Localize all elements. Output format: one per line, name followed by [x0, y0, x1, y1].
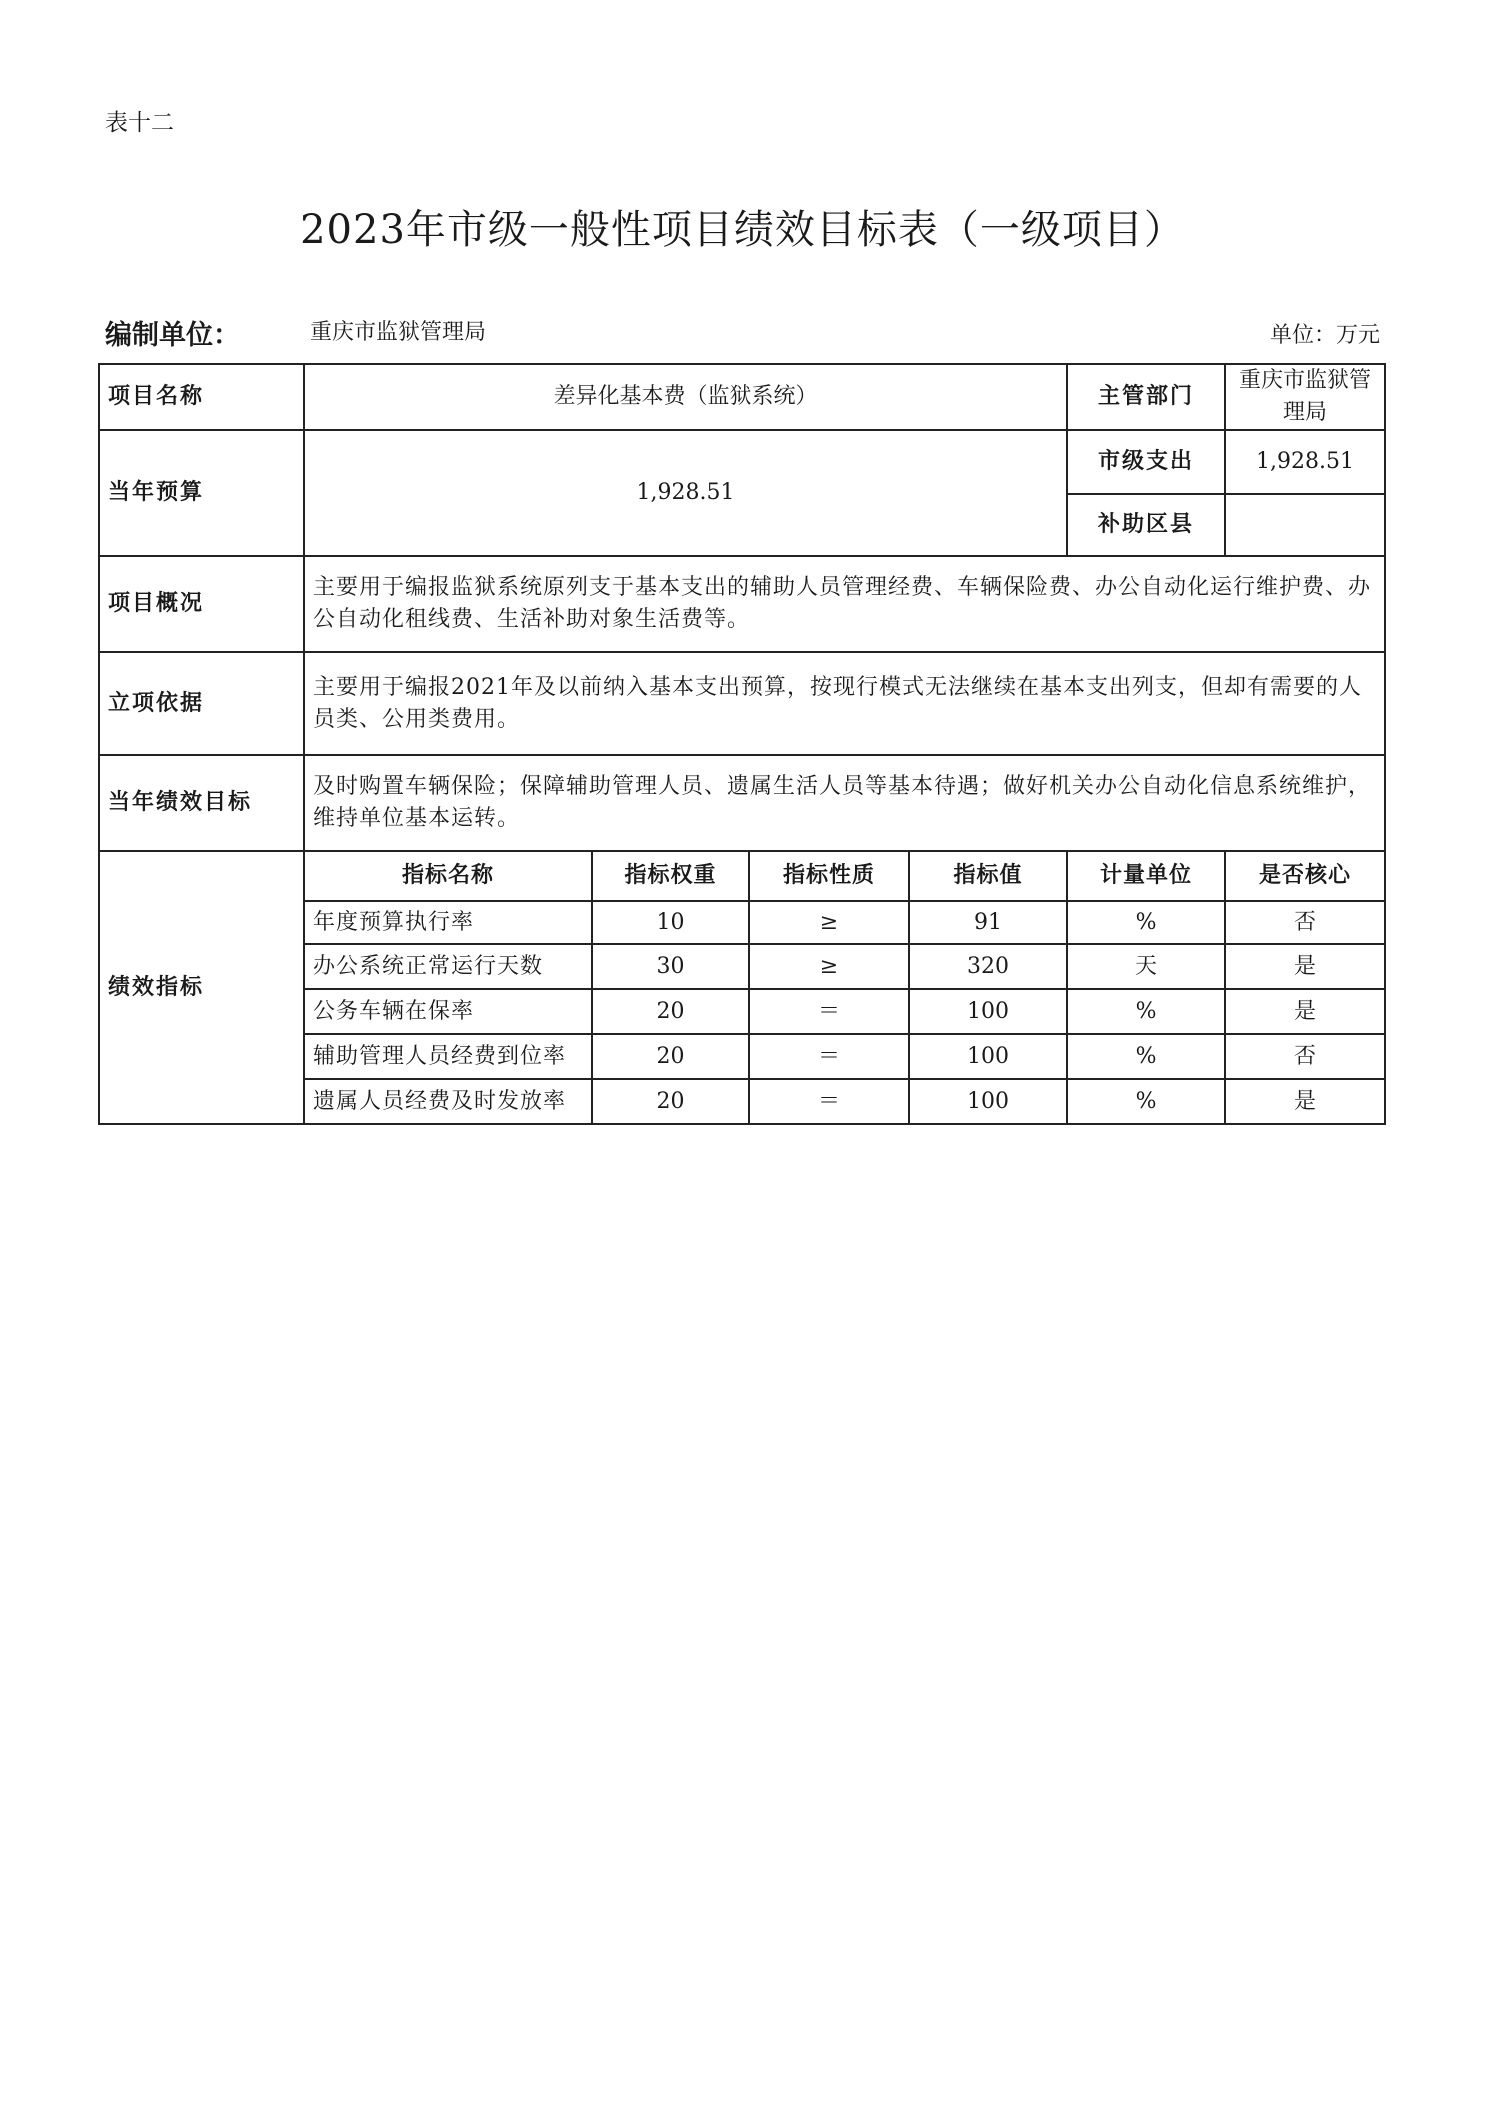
budget-label: 当年预算 [99, 430, 304, 556]
indicator-header: 指标名称 [304, 851, 592, 901]
dept-value: 重庆市监狱管理局 [1225, 364, 1385, 430]
indicator-unit: % [1067, 989, 1225, 1034]
project-name-label: 项目名称 [99, 364, 304, 430]
project-name-row [99, 364, 1385, 430]
compiling-unit-value: 重庆市监狱管理局 [310, 320, 487, 345]
overview-row [99, 556, 1385, 652]
basis-row [99, 652, 1385, 755]
indicator-nature: ≥ [749, 944, 909, 989]
indicator-weight: 20 [592, 1079, 749, 1124]
indicator-name: 年度预算执行率 [304, 901, 592, 944]
indicator-value: 320 [909, 944, 1067, 989]
indicator-weight: 30 [592, 944, 749, 989]
dept-label: 主管部门 [1067, 364, 1225, 430]
subsidy-label: 补助区县 [1067, 494, 1225, 556]
indicator-core: 否 [1225, 901, 1385, 944]
subsidy-value [1225, 494, 1385, 556]
indicator-name: 公务车辆在保率 [304, 989, 592, 1034]
indicator-unit: % [1067, 1079, 1225, 1124]
indicator-value: 91 [909, 901, 1067, 944]
goal-label: 当年绩效目标 [99, 755, 304, 851]
indicator-header: 指标值 [909, 851, 1067, 901]
indicator-name: 办公系统正常运行天数 [304, 944, 592, 989]
project-name-value: 差异化基本费（监狱系统） [304, 364, 1067, 430]
city-expenditure-value: 1,928.51 [1225, 430, 1385, 494]
indicator-name: 辅助管理人员经费到位率 [304, 1034, 592, 1079]
indicator-value: 100 [909, 1034, 1067, 1079]
budget-row [99, 430, 1385, 494]
indicator-header: 指标权重 [592, 851, 749, 901]
basis-value: 主要用于编报2021年及以前纳入基本支出预算，按现行模式无法继续在基本支出列支，但却有需要的人员类、公用类费用。 [304, 652, 1385, 755]
table-label: 表十二 [105, 110, 174, 136]
overview-label: 项目概况 [99, 556, 304, 652]
city-expenditure-label: 市级支出 [1067, 430, 1225, 494]
indicator-core: 是 [1225, 1079, 1385, 1124]
goal-value: 及时购置车辆保险；保障辅助管理人员、遗属生活人员等基本待遇；做好机关办公自动化信息系统维护，维持单位基本运转。 [304, 755, 1385, 851]
indicator-header-row [99, 851, 1385, 901]
indicator-nature: ＝ [749, 1079, 909, 1124]
goal-row [99, 755, 1385, 851]
indicator-unit: % [1067, 1034, 1225, 1079]
page-title: 2023年市级一般性项目绩效目标表（一级项目） [300, 207, 1185, 253]
indicator-weight: 20 [592, 1034, 749, 1079]
indicator-header: 指标性质 [749, 851, 909, 901]
indicator-core: 否 [1225, 1034, 1385, 1079]
indicators-label: 绩效指标 [99, 851, 304, 1124]
indicator-nature: ≥ [749, 901, 909, 944]
indicator-core: 是 [1225, 944, 1385, 989]
indicator-header: 是否核心 [1225, 851, 1385, 901]
indicator-name: 遗属人员经费及时发放率 [304, 1079, 592, 1124]
currency-unit: 单位：万元 [1269, 323, 1380, 348]
basis-label: 立项依据 [99, 652, 304, 755]
indicator-nature: ＝ [749, 989, 909, 1034]
indicator-core: 是 [1225, 989, 1385, 1034]
indicator-weight: 20 [592, 989, 749, 1034]
indicator-value: 100 [909, 989, 1067, 1034]
indicator-unit: % [1067, 901, 1225, 944]
budget-value: 1,928.51 [304, 430, 1067, 556]
indicator-header: 计量单位 [1067, 851, 1225, 901]
indicator-value: 100 [909, 1079, 1067, 1124]
indicator-weight: 10 [592, 901, 749, 944]
indicator-nature: ＝ [749, 1034, 909, 1079]
compiling-unit-label: 编制单位： [105, 320, 240, 351]
performance-table [98, 363, 1386, 1125]
overview-value: 主要用于编报监狱系统原列支于基本支出的辅助人员管理经费、车辆保险费、办公自动化运行维护费、办公自动化租线费、生活补助对象生活费等。 [304, 556, 1385, 652]
indicator-unit: 天 [1067, 944, 1225, 989]
